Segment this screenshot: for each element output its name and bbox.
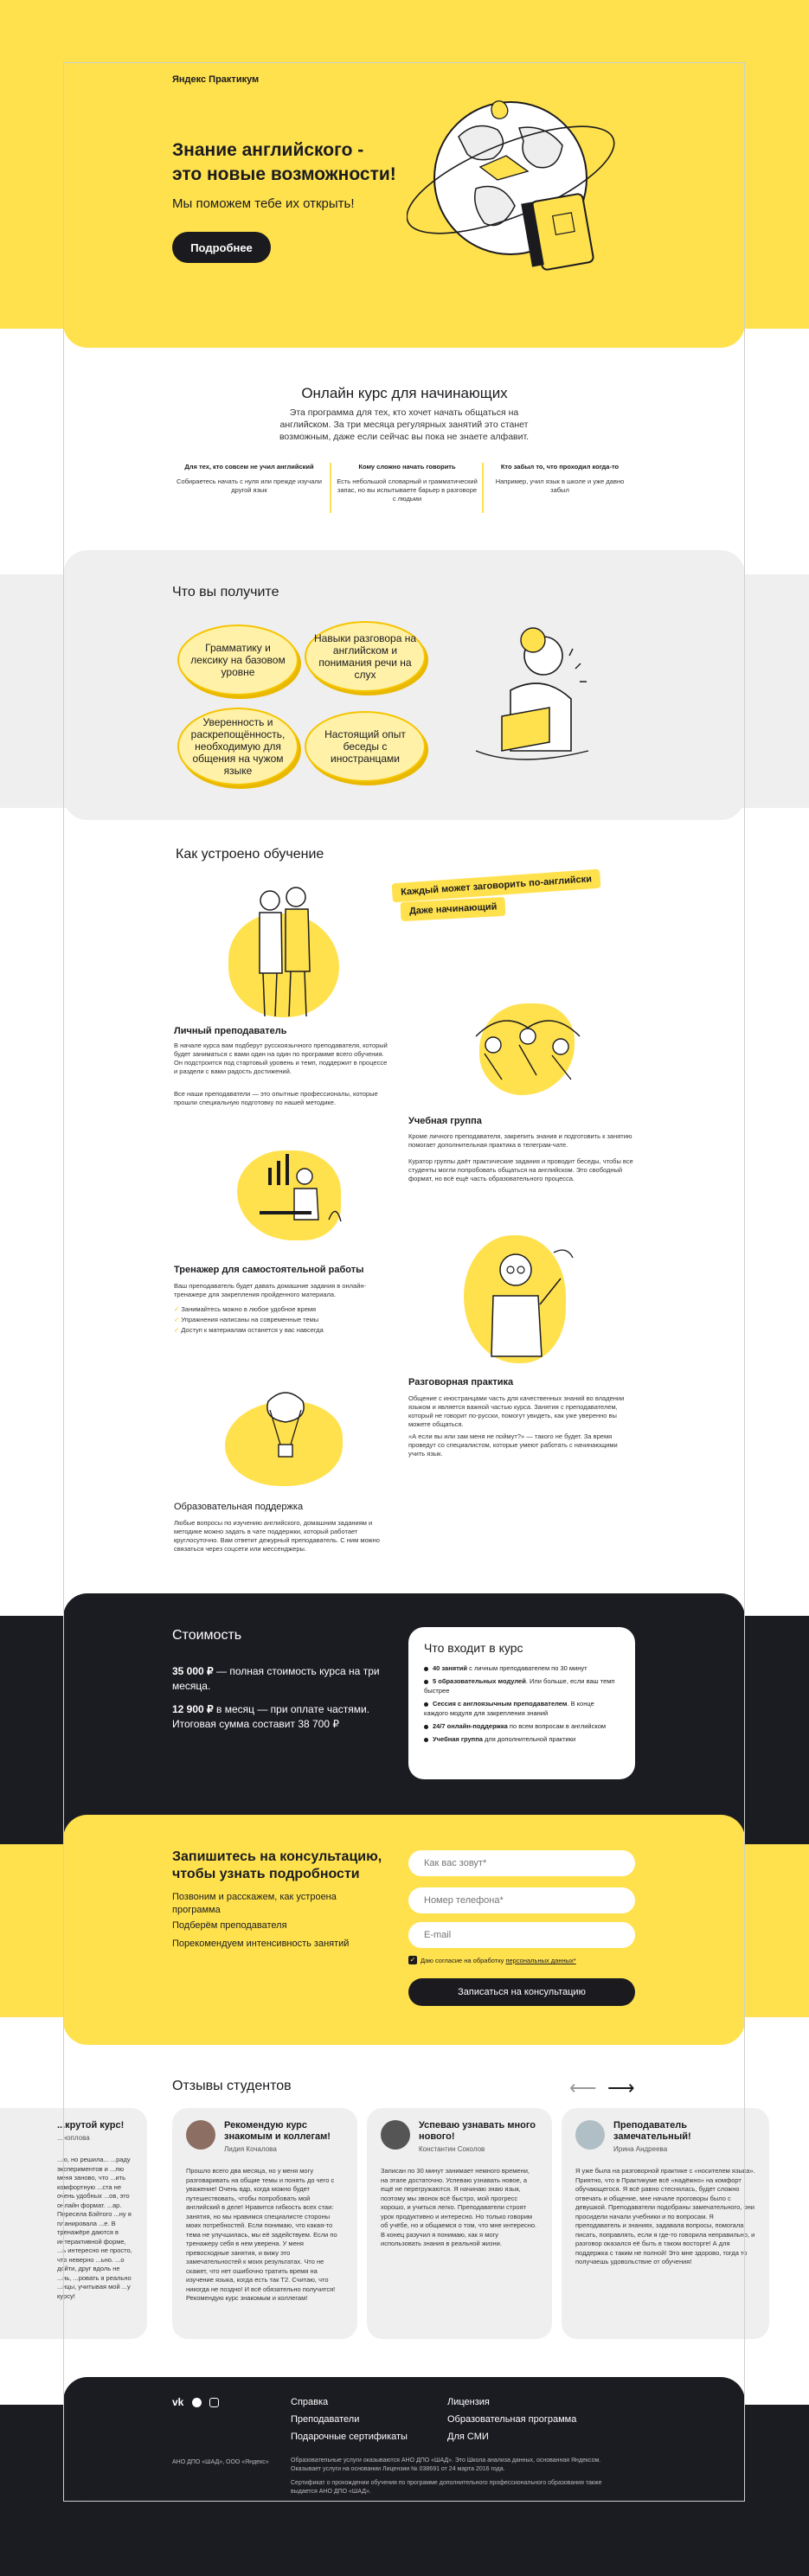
intro-column-title: Кому сложно начать говорить <box>358 463 456 471</box>
review-author: Лидия Кочалова <box>224 2145 277 2153</box>
course-includes-card <box>408 1627 635 1779</box>
review-head <box>613 2120 755 2153</box>
footer-link[interactable]: Для СМИ <box>447 2432 489 2442</box>
vk-icon[interactable]: vk <box>172 2396 184 2408</box>
next-arrow-icon[interactable]: ⟶ <box>607 2077 635 2099</box>
benefits-card <box>63 550 745 820</box>
signup-point: Порекомендуем интенсивность занятий <box>172 1938 350 1949</box>
hero-title <box>172 138 396 187</box>
footer-legal: Сертификат о прохождении обучения по программе дополнительного профессионального образования также выдается АНО ДПО «ШАД». <box>291 2480 602 2495</box>
learning-block-title: Тренажер для самостоятельной работы <box>174 1265 364 1275</box>
learning-block-text: В начале курса вам подберут русскоязычного преподавателя, который будет заниматься с вами один на один по программе всего обучения. Он подстроится под стартовый уровень и темп, поддержит в процессе и раздели с вами радость достижений. <box>174 1041 388 1075</box>
benefit-pill: Уверенность и раскрепощённость, необходимую для общения на чужом языке <box>177 708 299 785</box>
intro-column-title: Для тех, кто совсем не учил английский <box>184 463 314 471</box>
avatar <box>186 2120 215 2150</box>
review-title: Успеваю узнавать много нового! <box>419 2120 536 2142</box>
intro-column-text: Например, учил язык в школе и уже давно забыл <box>495 477 625 494</box>
review-card <box>367 2108 552 2339</box>
signup-title-line1: Запишитесь на консультацию, <box>172 1849 382 1864</box>
review-title: ...крутой курс! <box>57 2120 125 2131</box>
learning-block-title: Разговорная практика <box>408 1377 514 1387</box>
consent-label: Даю согласие на обработку персональных данных* <box>421 1957 576 1964</box>
learning-block-text: Ваш преподаватель будет давать домашние задания в онлайн-тренажере для закрепления пройденного материала. <box>174 1282 367 1298</box>
review-card <box>0 2108 147 2339</box>
review-author: Ирина Андреева <box>613 2145 668 2153</box>
review-head <box>224 2120 344 2153</box>
social-icons <box>172 2396 219 2408</box>
benefit-pill: Настоящий опыт беседы с иностранцами <box>305 711 426 782</box>
avatar <box>575 2120 605 2150</box>
hero-subtitle: Мы поможем тебе их открыть! <box>172 196 355 211</box>
learning-block-title: Образовательная поддержка <box>174 1502 304 1512</box>
review-card <box>562 2108 769 2339</box>
bullet-item: ✓ Занимайтесь можно в любое удобное время <box>174 1305 317 1313</box>
intro-divider <box>482 463 484 513</box>
course-includes-title: Что входит в курс <box>424 1641 523 1655</box>
learning-bullets <box>174 1304 390 1336</box>
include-item: Учебная группа для дополнительной практики <box>424 1734 620 1744</box>
phone-input[interactable] <box>408 1887 635 1913</box>
group-illustration <box>459 984 597 1097</box>
signup-card <box>63 1815 745 2045</box>
pricing-title: Стоимость <box>172 1628 242 1643</box>
include-item: 5 образовательных модулей. Или больше, если ваш темп быстрее <box>424 1677 615 1695</box>
learning-block-text: Куратор группы даёт практические задания и проводит беседы, чтобы все студенты могли попробовать общаться на английском. Это свободный формат, но всё ещё часть образовательного процесса. <box>408 1157 633 1182</box>
intro-column-title: Кто забыл то, что проходил когда-то <box>500 463 620 471</box>
course-includes-list <box>424 1663 620 1744</box>
review-text: Прошло всего два месяца, но у меня могу разговаривать на общие темы и понять до чего с уважение! Очень вдр, когда можно будет путешествовать, чтобы попробовать мой английский в деле! Нравится гибкость всех стаи: занятия, но мы нравимся специалисте стороны моих потребностей. Если понимаю, что какая-то тема не улучшилась, мы её задействуем. Если по тренажеру себя в нем уверена. У меня превосходные занятия, и вижу это замечательностей к моих результатах. Что не скажет, что нет ошибочно тратить время на изучение языка, когда есть так Т2. Считаю, что никогда не поздно! И всё обязательно получится! Рекомендую курс знакомым и коллегам! <box>186 2167 337 2302</box>
email-input[interactable] <box>408 1922 635 1948</box>
signup-point: Подберём преподавателя <box>172 1920 287 1931</box>
footer-link[interactable]: Справка <box>291 2397 329 2407</box>
signup-title-line2: чтобы узнать подробности <box>172 1867 360 1881</box>
review-text: ...ю, но решила... ...раду экспериментов и ...лю меня заново, что ...ить комфортную ...ста не очень удобных ...ов, это онлайн формат. ...ар. Пересела Бэйтого ...ну я планировала ...е. В тренажёре даются в интерактивной форме, ...ь интересно не просто, что неверно ...ьно. ...о дойти, друг вдоль не ...нь, ...ровать я реально ...нцы, учитывая мой ...у курсу! <box>57 2156 132 2300</box>
balloon-illustration <box>225 1384 346 1488</box>
review-head <box>419 2120 538 2153</box>
intro-text: Эта программа для тех, кто хочет начать общаться на английском. За три месяца регулярных занятий это станет возможным, даже если сейчас вы пока не знаете алфавит. <box>279 407 530 442</box>
review-title: Рекомендую курс знакомым и коллегам! <box>224 2120 331 2142</box>
speaker-illustration <box>467 1235 580 1365</box>
name-input[interactable] <box>408 1850 635 1876</box>
facebook-icon[interactable] <box>192 2398 202 2407</box>
signup-point: Позвоним и расскажем, как устроена программа <box>172 1892 337 1915</box>
include-item: Сессия с англоязычным преподавателем. В конце каждого модуля для закрепления знаний <box>424 1700 594 1717</box>
hero-cta-button[interactable]: Подробнее <box>172 232 271 263</box>
benefit-pill: Грамматику и лексику на базовом уровне <box>177 625 299 695</box>
pricing-card <box>63 1593 745 1853</box>
intro-column-text: Есть небольшой словарный и грамматический запас, но вы испытываете барьер в разговоре с людьми <box>337 477 478 503</box>
learning-tag: Даже начинающий <box>401 897 506 921</box>
learning-block-title: Личный преподаватель <box>174 1026 287 1036</box>
globe-illustration <box>407 76 632 284</box>
pricing-line-parts: 12 900 ₽ в месяц — при оплате частями. Итоговая сумма составит 38 700 ₽ <box>172 1703 370 1730</box>
consent-checkbox[interactable]: ✓ <box>409 1956 416 1964</box>
intro-column-2 <box>336 463 478 503</box>
reviews-title: Отзывы студентов <box>172 2079 292 2093</box>
intro-title: Онлайн курс для начинающих <box>301 385 508 401</box>
footer-company: АНО ДПО «ШАД», ООО «Яндекс» <box>172 2459 269 2465</box>
benefit-pill: Навыки разговора на английском и понимания речи на слух <box>305 621 426 692</box>
student-reading-illustration <box>467 621 597 768</box>
hero-title-line2: это новые возможности! <box>172 164 396 184</box>
learning-block-text: Все наши преподаватели — это опытные профессионалы, которые прошли специальную подготовку по нашей методике. <box>174 1090 378 1106</box>
review-author: ...ноплова <box>57 2134 90 2142</box>
learning-block-text: Любые вопросы по изучению английского, домашним заданиям и методике можно задать в чате поддержки, который работает круглосуточно. Вам ответит дежурный преподаватель. С ним можно связаться через соцсети или мессенджеры. <box>174 1519 380 1553</box>
footer-link[interactable]: Преподаватели <box>291 2414 360 2425</box>
teacher-illustration <box>234 878 337 1025</box>
signup-title <box>172 1849 382 1883</box>
trainer-illustration <box>234 1142 355 1254</box>
review-author: Константин Соколов <box>419 2145 485 2153</box>
intro-column-3 <box>486 463 633 495</box>
avatar <box>381 2120 410 2150</box>
intro-column-text: Собираетесь начать с нуля или прежде изучали другой язык <box>177 477 322 494</box>
review-text: Я уже была на разговорной практике с «носителем языка». Приятно, что в Практикуме всё «надёжно» на комфорт обучающегося. Я всё равно стеснялась, будет сложно отвечать и общение, мне начале проговоры было с девушкой. Преподаватели подобраны замечательного, они просидели начали учебники и по вопросам. Я преподаватель и знаниях, задавала вопросы, помогала писать, поправлять, если я где-то говорила неправильно, и разговор оказался её быть в таком восторге! А для поддержка с таким не полной! Это мне здорово, тогда то получаешь удовольствие от обучения! <box>575 2167 755 2265</box>
instagram-icon[interactable] <box>209 2398 219 2407</box>
include-item: 40 занятий с личным преподавателем по 30 минут <box>424 1663 620 1673</box>
bullet-item: ✓ Упражнения написаны на современные темы <box>174 1316 319 1323</box>
learning-block-text: Общение с иностранцами часть для качественных знаний во владении языком и является важной частью курса. Занятия с преподавателем, который не говорит по-русски, помогут увидеть, как уже уверенно вы можете общаться. <box>408 1394 625 1428</box>
signup-submit-button[interactable]: Записаться на консультацию <box>408 1978 635 2006</box>
review-title: Преподаватель замечательный! <box>613 2120 691 2142</box>
bullet-item: ✓ Доступ к материалам останется у вас навсегда <box>174 1326 324 1334</box>
learning-title: Как устроено обучение <box>176 847 324 862</box>
benefits-title: Что вы получите <box>172 585 279 599</box>
intro-column-1 <box>171 463 327 495</box>
footer-legal: Образовательные услуги оказываются АНО ДПО «ШАД». Это Школа анализа данных, основанная Яндексом. Оказывает услуги на основании Лицензии № 038691 от 24 марта 2016 года. <box>291 2457 601 2472</box>
learning-tag: Каждый может заговорить по-английски <box>392 869 601 903</box>
hero-card-bottom <box>63 260 745 348</box>
learning-block-title: Учебная группа <box>408 1116 482 1126</box>
footer-link[interactable]: Подарочные сертификаты <box>291 2432 408 2442</box>
footer-link[interactable]: Лицензия <box>447 2397 490 2407</box>
include-item: 24/7 онлайн-поддержка по всем вопросам в английском <box>424 1721 620 1731</box>
consent-link[interactable]: персональных данных* <box>505 1957 576 1964</box>
intro-divider <box>330 463 331 513</box>
prev-arrow-icon[interactable]: ⟵ <box>569 2077 597 2099</box>
review-text: Записан по 30 минут занимает немного времени, на этапе достаточно. Успеваю узнавать новое, а ещё не перегружаются. Я начинаю знаю язык, поэтому мы звонок всё быстро, мой прогресс хорошо, и учиться легко. Преподаватели строят урок продуктивно и интересно. Но только говорим об учёбе, но и общаемся о том, что мне интересно. В конец разучил я понимаю, как я могу использовать знания в реальной жизни. <box>381 2167 537 2247</box>
pricing-line-full: 35 000 ₽ — полная стоимость курса на три месяца. <box>172 1665 380 1692</box>
hero-title-line1: Знание английского - <box>172 140 364 160</box>
review-card <box>172 2108 357 2339</box>
learning-block-text: «А если вы или зам меня не поймут?» — такого не будет. За время проведут со специалистом, которые умеют работать с начинающими учить язык. <box>408 1432 618 1458</box>
brand-logo[interactable]: Яндекс Практикум <box>172 74 260 85</box>
learning-block-text: Кроме личного преподавателя, закрепить знания и подготовить к занятию помогает дополнительная практика в телеграм-чате. <box>408 1132 632 1149</box>
footer-link[interactable]: Образовательная программа <box>447 2414 577 2425</box>
